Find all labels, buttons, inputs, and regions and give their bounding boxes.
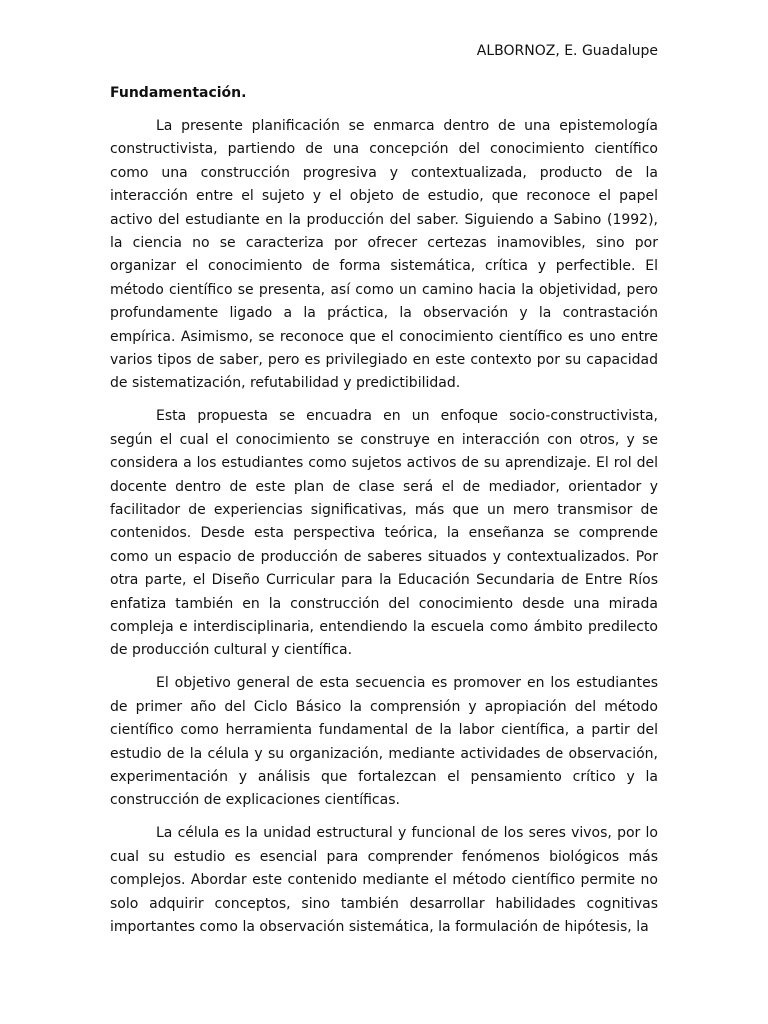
paragraph-4: La célula es la unidad estructural y funcional de los seres vivos, por lo cual su estudio es esencial para comprender fenómenos biológicos más complejos. Abordar este contenido mediante el método científico permite no solo adquirir conceptos, sino también desarrollar habilidades cognitivas importantes como la observación sistemática, la formulación de hipótesis, la xyxy=(110,825,658,935)
section-title: Fundamentación. xyxy=(110,85,247,101)
paragraph-3: El objetivo general de esta secuencia es promover en los estudiantes de primer año del Ciclo Básico la comprensión y apropiación del método científico como herramienta fundamental de la labor científica, a partir del estudio de la célula y su organización, mediante actividades de observación, experimentación y análisis que fortalezcan el pensamiento crítico y la construcción de explicaciones científicas. xyxy=(110,675,658,809)
document-body xyxy=(110,115,658,949)
paragraph-1: La presente planificación se enmarca dentro de una epistemología constructivista, partiendo de una concepción del conocimiento científico como una construcción progresiva y contextualizada, producto de la interacción entre el sujeto y el objeto de estudio, que reconoce el papel activo del estudiante en la producción del saber. Siguiendo a Sabino (1992), la ciencia no se caracteriza por ofrecer certezas inamovibles, sino por organizar el conocimiento de forma sistemática, crítica y perfectible. El método científico se presenta, así como un camino hacia la objetividad, pero profundamente ligado a la práctica, la observación y la contrastación empírica. Asimismo, se reconoce que el conocimiento científico es uno entre varios tipos de saber, pero es privilegiado en este contexto por su capacidad de sistematización, refutabilidad y predictibilidad. xyxy=(110,118,658,392)
paragraph-2: Esta propuesta se encuadra en un enfoque socio-constructivista, según el cual el conocimiento se construye en interacción con otros, y se considera a los estudiantes como sujetos activos de su aprendizaje. El rol del docente dentro de este plan de clase será el de mediador, orientador y facilitador de experiencias significativas, más que un mero transmisor de contenidos. Desde esta perspectiva teórica, la enseñanza se comprende como un espacio de producción de saberes situados y contextualizados. Por otra parte, el Diseño Curricular para la Educación Secundaria de Entre Ríos enfatiza también en la construcción del conocimiento desde una mirada compleja e interdisciplinaria, entendiendo la escuela como ámbito predilecto de producción cultural y científica. xyxy=(110,408,658,659)
page-header-author: ALBORNOZ, E. Guadalupe xyxy=(476,43,658,59)
